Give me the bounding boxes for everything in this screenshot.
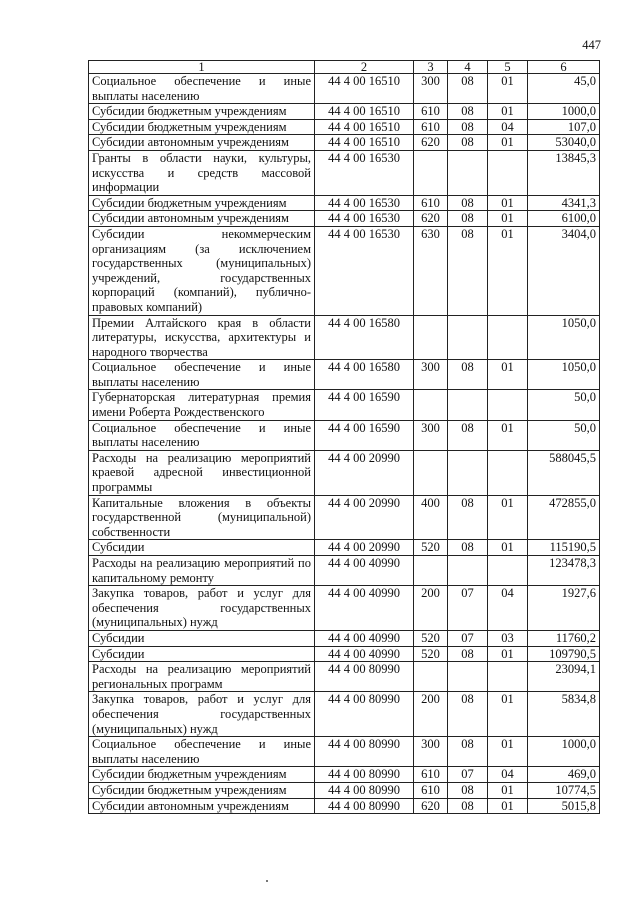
row-col3-cell: 520 [414, 540, 448, 556]
table-row [89, 782, 600, 798]
row-col4-cell: 07 [448, 586, 488, 631]
row-col3-cell: 300 [414, 420, 448, 450]
row-col4-cell [448, 390, 488, 420]
row-code-cell: 44 4 00 16530 [315, 226, 414, 315]
row-amount-cell: 115190,5 [528, 540, 600, 556]
row-code-cell: 44 4 00 80990 [315, 782, 414, 798]
row-amount-cell: 1000,0 [528, 104, 600, 120]
row-col5-cell: 01 [488, 226, 528, 315]
row-col3-cell: 200 [414, 586, 448, 631]
row-amount-cell: 10774,5 [528, 782, 600, 798]
row-name-cell: Премии Алтайского края в области литературы, искусства, архитектуры и народного творчества [89, 315, 315, 360]
row-col3-cell [414, 450, 448, 495]
table-row [89, 630, 600, 646]
row-name-cell: Субсидии автономным учреждениям [89, 798, 315, 814]
row-col4-cell: 08 [448, 646, 488, 662]
header-col-2: 2 [315, 61, 414, 74]
row-amount-cell: 1927,6 [528, 586, 600, 631]
row-col5-cell: 01 [488, 692, 528, 737]
row-name-cell: Капитальные вложения в объекты государственной (муниципальной) собственности [89, 495, 315, 540]
table-row [89, 737, 600, 767]
row-col5-cell: 01 [488, 782, 528, 798]
row-col4-cell: 08 [448, 782, 488, 798]
row-col4-cell: 08 [448, 226, 488, 315]
header-row [89, 61, 600, 74]
row-col3-cell: 400 [414, 495, 448, 540]
row-code-cell: 44 4 00 20990 [315, 540, 414, 556]
row-amount-cell: 5834,8 [528, 692, 600, 737]
row-col5-cell [488, 450, 528, 495]
row-amount-cell: 50,0 [528, 390, 600, 420]
row-amount-cell: 4341,3 [528, 195, 600, 211]
row-amount-cell: 50,0 [528, 420, 600, 450]
table-row [89, 135, 600, 151]
row-col3-cell: 610 [414, 104, 448, 120]
row-col4-cell: 07 [448, 630, 488, 646]
row-code-cell: 44 4 00 16530 [315, 150, 414, 195]
row-name-cell: Субсидии [89, 646, 315, 662]
table-row [89, 74, 600, 104]
row-col5-cell: 01 [488, 737, 528, 767]
row-name-cell: Закупка товаров, работ и услуг для обеспечения государственных (муниципальных) нужд [89, 692, 315, 737]
row-name-cell: Субсидии бюджетным учреждениям [89, 119, 315, 135]
row-amount-cell: 1050,0 [528, 360, 600, 390]
row-col3-cell: 610 [414, 782, 448, 798]
row-col5-cell [488, 390, 528, 420]
row-amount-cell: 45,0 [528, 74, 600, 104]
table-row [89, 767, 600, 783]
row-col5-cell [488, 662, 528, 692]
row-name-cell: Социальное обеспечение и иные выплаты населению [89, 74, 315, 104]
row-col3-cell: 200 [414, 692, 448, 737]
row-name-cell: Субсидии автономным учреждениям [89, 211, 315, 227]
row-col4-cell [448, 315, 488, 360]
row-col5-cell: 04 [488, 586, 528, 631]
row-col5-cell [488, 556, 528, 586]
row-amount-cell: 123478,3 [528, 556, 600, 586]
page-number: 447 [582, 38, 601, 52]
row-code-cell: 44 4 00 20990 [315, 450, 414, 495]
row-col3-cell [414, 150, 448, 195]
row-code-cell: 44 4 00 40990 [315, 630, 414, 646]
row-col4-cell: 08 [448, 737, 488, 767]
row-code-cell: 44 4 00 80990 [315, 692, 414, 737]
table-row [89, 150, 600, 195]
row-code-cell: 44 4 00 16510 [315, 135, 414, 151]
row-col4-cell: 08 [448, 195, 488, 211]
row-col5-cell: 01 [488, 104, 528, 120]
row-amount-cell: 6100,0 [528, 211, 600, 227]
row-amount-cell: 5015,8 [528, 798, 600, 814]
row-code-cell: 44 4 00 16530 [315, 195, 414, 211]
row-col3-cell: 300 [414, 737, 448, 767]
row-name-cell: Субсидии [89, 630, 315, 646]
row-col5-cell: 01 [488, 211, 528, 227]
row-name-cell: Расходы на реализацию мероприятий по капитальному ремонту [89, 556, 315, 586]
row-col4-cell [448, 556, 488, 586]
row-amount-cell: 588045,5 [528, 450, 600, 495]
row-col3-cell: 630 [414, 226, 448, 315]
row-col5-cell: 01 [488, 540, 528, 556]
row-code-cell: 44 4 00 80990 [315, 737, 414, 767]
row-col5-cell: 01 [488, 360, 528, 390]
row-amount-cell: 13845,3 [528, 150, 600, 195]
header-col-1: 1 [89, 61, 315, 74]
table-row [89, 662, 600, 692]
row-code-cell: 44 4 00 16510 [315, 119, 414, 135]
row-col4-cell: 08 [448, 540, 488, 556]
row-col4-cell: 08 [448, 360, 488, 390]
row-col5-cell: 01 [488, 495, 528, 540]
row-col4-cell: 08 [448, 135, 488, 151]
row-col5-cell: 01 [488, 420, 528, 450]
table-row [89, 450, 600, 495]
budget-table [88, 60, 600, 814]
table-row [89, 211, 600, 227]
table-row [89, 692, 600, 737]
row-col5-cell: 04 [488, 119, 528, 135]
table-row [89, 556, 600, 586]
row-col3-cell: 620 [414, 135, 448, 151]
row-col5-cell: 03 [488, 630, 528, 646]
row-amount-cell: 23094,1 [528, 662, 600, 692]
row-code-cell: 44 4 00 40990 [315, 556, 414, 586]
row-amount-cell: 107,0 [528, 119, 600, 135]
row-code-cell: 44 4 00 16580 [315, 315, 414, 360]
table-row [89, 315, 600, 360]
row-col4-cell: 08 [448, 495, 488, 540]
row-col4-cell: 07 [448, 767, 488, 783]
row-code-cell: 44 4 00 80990 [315, 767, 414, 783]
row-name-cell: Субсидии некоммерческим организациям (за исключением государственных (муниципальных) учреждений, государственных корпораций (компаний), публично-правовых компаний) [89, 226, 315, 315]
row-code-cell: 44 4 00 16530 [315, 211, 414, 227]
row-code-cell: 44 4 00 20990 [315, 495, 414, 540]
row-col3-cell: 610 [414, 767, 448, 783]
row-col4-cell [448, 150, 488, 195]
table-row [89, 119, 600, 135]
row-col4-cell: 08 [448, 104, 488, 120]
row-col3-cell: 620 [414, 211, 448, 227]
row-name-cell: Губернаторская литературная премия имени Роберта Рождественского [89, 390, 315, 420]
row-code-cell: 44 4 00 16580 [315, 360, 414, 390]
row-col5-cell: 01 [488, 646, 528, 662]
table-row [89, 104, 600, 120]
row-name-cell: Субсидии [89, 540, 315, 556]
row-col4-cell: 08 [448, 420, 488, 450]
row-name-cell: Гранты в области науки, культуры, искусства и средств массовой информации [89, 150, 315, 195]
row-col5-cell: 01 [488, 74, 528, 104]
header-col-6: 6 [528, 61, 600, 74]
row-amount-cell: 469,0 [528, 767, 600, 783]
row-code-cell: 44 4 00 80990 [315, 662, 414, 692]
row-amount-cell: 1000,0 [528, 737, 600, 767]
row-name-cell: Субсидии автономным учреждениям [89, 135, 315, 151]
row-col5-cell [488, 150, 528, 195]
row-code-cell: 44 4 00 80990 [315, 798, 414, 814]
row-col4-cell: 08 [448, 798, 488, 814]
row-col3-cell: 520 [414, 630, 448, 646]
header-col-4: 4 [448, 61, 488, 74]
table-row [89, 390, 600, 420]
row-col5-cell: 01 [488, 135, 528, 151]
row-name-cell: Субсидии бюджетным учреждениям [89, 767, 315, 783]
row-name-cell: Расходы на реализацию мероприятий краевой адресной инвестиционной программы [89, 450, 315, 495]
row-amount-cell: 3404,0 [528, 226, 600, 315]
row-col3-cell: 300 [414, 74, 448, 104]
table-body [89, 74, 600, 814]
row-col4-cell [448, 450, 488, 495]
row-col4-cell: 08 [448, 74, 488, 104]
row-code-cell: 44 4 00 40990 [315, 586, 414, 631]
row-code-cell: 44 4 00 40990 [315, 646, 414, 662]
row-col4-cell: 08 [448, 119, 488, 135]
table-row [89, 540, 600, 556]
table-row [89, 420, 600, 450]
table-row [89, 798, 600, 814]
table-row [89, 226, 600, 315]
row-col4-cell: 08 [448, 692, 488, 737]
row-code-cell: 44 4 00 16510 [315, 104, 414, 120]
row-name-cell: Субсидии бюджетным учреждениям [89, 104, 315, 120]
row-col4-cell [448, 662, 488, 692]
row-col5-cell: 01 [488, 195, 528, 211]
row-col3-cell [414, 390, 448, 420]
row-name-cell: Субсидии бюджетным учреждениям [89, 195, 315, 211]
row-name-cell: Закупка товаров, работ и услуг для обеспечения государственных (муниципальных) нужд [89, 586, 315, 631]
row-name-cell: Социальное обеспечение и иные выплаты населению [89, 420, 315, 450]
row-amount-cell: 11760,2 [528, 630, 600, 646]
row-col3-cell: 620 [414, 798, 448, 814]
scan-dot [266, 880, 268, 882]
row-col3-cell [414, 315, 448, 360]
row-col3-cell [414, 556, 448, 586]
table-row [89, 646, 600, 662]
row-amount-cell: 1050,0 [528, 315, 600, 360]
table-row [89, 495, 600, 540]
row-amount-cell: 53040,0 [528, 135, 600, 151]
table-row [89, 360, 600, 390]
row-code-cell: 44 4 00 16510 [315, 74, 414, 104]
row-col3-cell: 610 [414, 119, 448, 135]
header-col-3: 3 [414, 61, 448, 74]
table-row [89, 195, 600, 211]
row-col3-cell: 300 [414, 360, 448, 390]
row-name-cell: Социальное обеспечение и иные выплаты населению [89, 737, 315, 767]
row-code-cell: 44 4 00 16590 [315, 390, 414, 420]
row-col3-cell [414, 662, 448, 692]
row-code-cell: 44 4 00 16590 [315, 420, 414, 450]
row-name-cell: Субсидии бюджетным учреждениям [89, 782, 315, 798]
row-col3-cell: 610 [414, 195, 448, 211]
row-col5-cell: 01 [488, 798, 528, 814]
row-col4-cell: 08 [448, 211, 488, 227]
row-amount-cell: 109790,5 [528, 646, 600, 662]
table-row [89, 586, 600, 631]
row-name-cell: Расходы на реализацию мероприятий региональных программ [89, 662, 315, 692]
row-col3-cell: 520 [414, 646, 448, 662]
row-col5-cell [488, 315, 528, 360]
row-col5-cell: 04 [488, 767, 528, 783]
row-amount-cell: 472855,0 [528, 495, 600, 540]
header-col-5: 5 [488, 61, 528, 74]
row-name-cell: Социальное обеспечение и иные выплаты населению [89, 360, 315, 390]
